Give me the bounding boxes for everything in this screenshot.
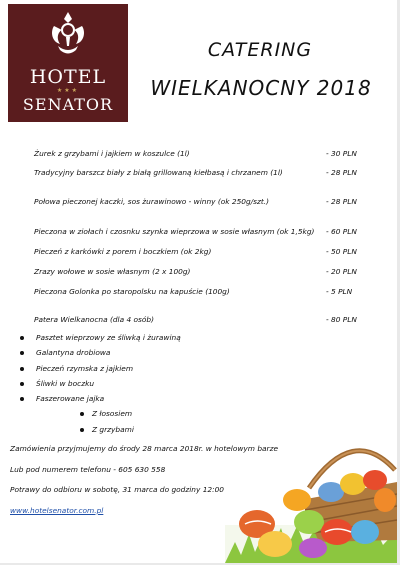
menu-item-name: Pieczona w ziołach i czosnku szynka wieprzowa w sosie własnym (ok 1,5kg) <box>34 227 315 236</box>
sub-list-item: Z łososiem <box>20 409 181 424</box>
orders-note: Zamówienia przyjmujemy do środy 28 marca 2018r. w hotelowym barze <box>10 444 279 453</box>
menu-item-name: Żurek z grzybami i jajkiem w koszulce (1l) <box>34 149 190 158</box>
title-line-1: CATERING <box>207 39 313 61</box>
menu-item-name: Pieczeń z karkówki z porem i boczkiem (ok 2kg) <box>34 247 212 256</box>
menu-item-name: Pieczona Golonka po staropolsku na kapuście (100g) <box>34 287 230 296</box>
easter-basket-image <box>225 430 397 563</box>
menu-item-price: - 5 PLN <box>326 287 353 296</box>
menu-item-name: Patera Wielkanocna (dla 4 osób) <box>34 315 154 324</box>
phone-note: Lub pod numerem telefonu - 605 630 558 <box>10 465 166 474</box>
menu-item-name: Połowa pieczonej kaczki, sos żurawinowo - winny (ok 250g/szt.) <box>34 197 270 206</box>
menu-item-price: - 60 PLN <box>326 227 357 236</box>
menu-item-price: - 20 PLN <box>326 267 357 276</box>
logo-senator-text: SENATOR <box>22 95 114 114</box>
menu-item-name: Zrazy wołowe w sosie własnym (2 x 100g) <box>34 267 191 276</box>
website-link[interactable]: www.hotelsenator.com.pl <box>10 506 104 515</box>
hotel-logo <box>8 4 128 122</box>
pickup-note: Potrawy do odbioru w sobotę, 31 marca do godziny 12:00 <box>10 485 225 494</box>
logo-stars: ★★★ <box>56 87 80 94</box>
logo-hotel-text: HOTEL <box>29 66 107 88</box>
crest-icon <box>46 10 90 60</box>
menu-item-price: - 28 PLN <box>326 197 357 206</box>
list-item: Śliwki w boczku <box>20 379 181 394</box>
list-item: Faszerowane jajka <box>20 394 181 409</box>
list-item: Galantyna drobiowa <box>20 348 181 363</box>
list-item: Pieczeń rzymska z jajkiem <box>20 364 181 379</box>
title-line-2: WIELKANOCNY 2018 <box>150 76 372 100</box>
platter-contents-list <box>20 333 181 440</box>
menu-item-price: - 30 PLN <box>326 149 357 158</box>
menu-item-price: - 50 PLN <box>326 247 357 256</box>
menu-item-price: - 28 PLN <box>326 168 357 177</box>
sub-list-item: Z grzybami <box>20 425 181 440</box>
menu-item-price: - 80 PLN <box>326 315 357 324</box>
list-item: Pasztet wieprzowy ze śliwką i żurawiną <box>20 333 181 348</box>
menu-item-name: Tradycyjny barszcz biały z białą grillowaną kiełbasą i chrzanem (1l) <box>34 168 283 177</box>
